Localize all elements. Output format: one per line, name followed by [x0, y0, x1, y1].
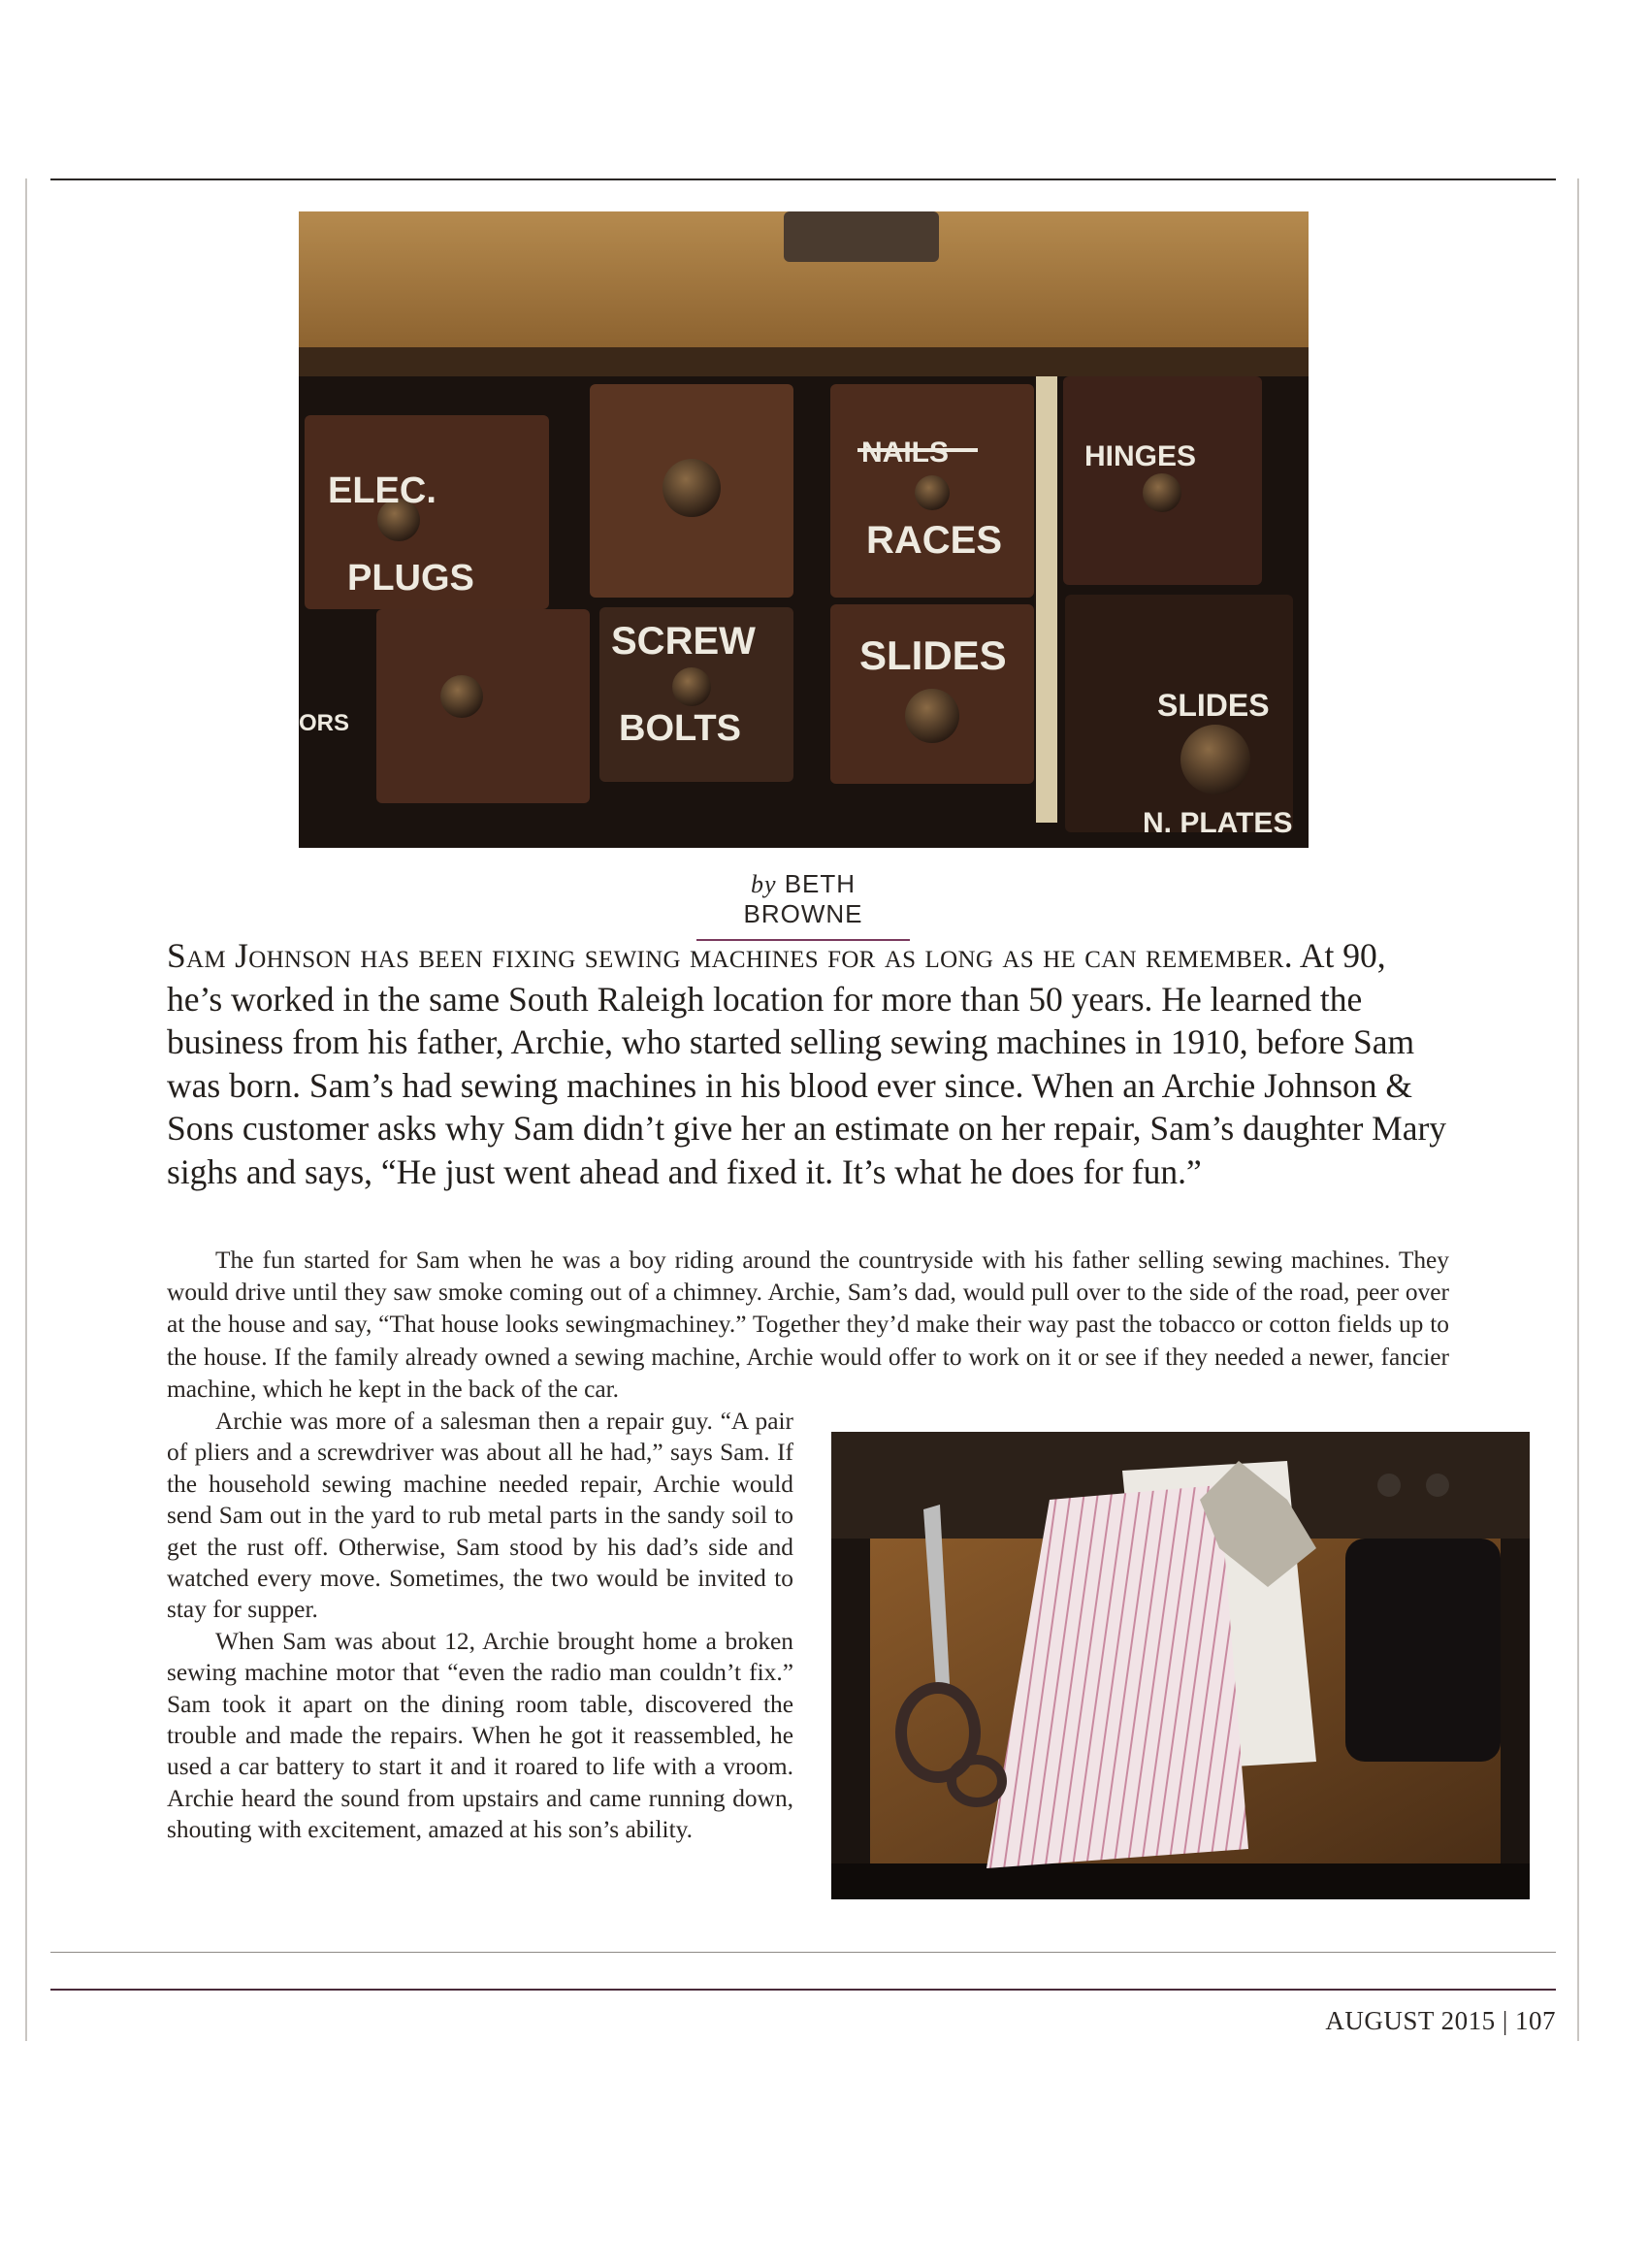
lead-small-caps: Sam Johnson has been fixing sewing machines for as long as he can remember. — [167, 936, 1293, 975]
drawer-label: NAILS — [861, 437, 949, 469]
drawer-label: SLIDES — [859, 632, 1007, 678]
body-paragraph: When Sam was about 12, Archie brought home a broken sewing machine motor that “even the radio man couldn’t fix.” Sam took it apart on the dining room table, discovered the trouble and made the repairs. When he got it reassembled, he used a car battery to start it and it roared to life with a vroom. Archie heard the sound from upstairs and came running down, shouting with excitement, amazed at his son’s ability. — [167, 1627, 793, 1844]
body-text-column — [167, 1406, 793, 1846]
left-margin-line — [25, 178, 27, 2041]
drawer-label: SCREW — [611, 620, 756, 663]
drawer-label: BOLTS — [619, 708, 741, 749]
drawer-label: ORS — [299, 710, 350, 736]
body-paragraph: Archie was more of a salesman then a repair guy. “A pair of pliers and a screwdriver was about all he had,” says Sam. If the household sewing machine needed repair, Archie would send Sam out in the yard to rub metal parts in the sandy soil to get the rust off. Otherwise, Sam stood by his dad’s side and watched every move. Sometimes, the two would be invited to stay for supper. — [167, 1408, 793, 1624]
byline-prefix: by — [750, 870, 777, 898]
drawer-label: HINGES — [1084, 440, 1197, 472]
top-rule — [50, 178, 1556, 180]
body-text-full-width — [167, 1245, 1449, 1406]
byline-author: BETH BROWNE — [743, 869, 863, 928]
body-paragraph: The fun started for Sam when he was a boy riding around the countryside with his father selling sewing machines. They would drive until they saw smoke coming out of a chimney. Archie, Sam’s dad, would pull over to the side of the road, peer over at the house and say, “That house looks sewingmachiney.” Together they’d make their way past the tobacco or cotton fields up to the house. If the family already owned a sewing machine, Archie would offer to work on it or see if they needed a newer, fancier machine, which he kept in the back of the car. — [167, 1247, 1449, 1403]
photo-scissors-fabric — [831, 1432, 1530, 1899]
drawer-label: ELEC. — [328, 470, 436, 511]
page-number: 107 — [1515, 2006, 1556, 2035]
photo-drawers — [299, 211, 1309, 848]
drawer-label: N. PLATES — [1143, 807, 1293, 839]
folio-separator: | — [1502, 2006, 1508, 2035]
byline — [696, 869, 910, 941]
bottom-rule — [50, 1989, 1556, 1991]
right-margin-line — [1577, 178, 1579, 2041]
issue-date: AUGUST 2015 — [1325, 2006, 1496, 2035]
page-folio — [1325, 2006, 1556, 2036]
drawer-label: PLUGS — [347, 558, 474, 599]
lead-paragraph — [167, 934, 1449, 1194]
drawer-label: SLIDES — [1157, 688, 1270, 723]
lead-text: At 90, he’s worked in the same South Raleigh location for more than 50 years. He learned the business from his father, Archie, who started selling sewing machines in 1910, before Sam was born. Sam’s had sewing machines in his blood ever since. When an Archie Johnson & Sons customer asks why Sam didn’t give her an estimate on her repair, Sam’s daughter Mary sighs and says, “He just went ahead and fixed it. It’s what he does for fun.” — [167, 936, 1447, 1191]
bottom-rule-thin — [50, 1952, 1556, 1953]
drawer-label: RACES — [866, 519, 1003, 562]
